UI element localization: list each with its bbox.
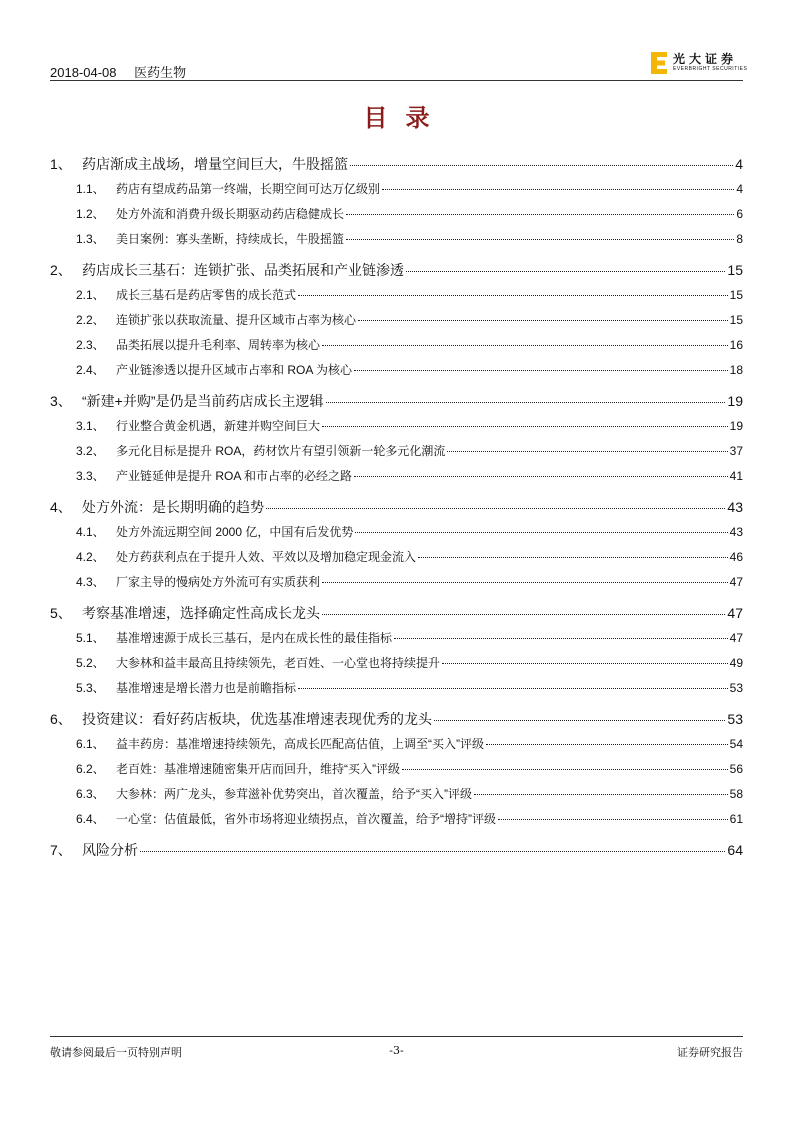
toc-subsection[interactable] [50,626,743,651]
toc-page-number: 15 [729,313,743,327]
toc-subsection[interactable] [50,782,743,807]
toc-dot-leader [354,370,728,371]
toc-dot-leader [298,295,728,296]
toc-dot-leader [355,532,727,533]
footer-disclaimer: 敬请参阅最后一页特别声明 [50,1046,182,1059]
toc-page-number: 4 [736,182,743,196]
toc-number: 5.2、 [76,656,105,670]
toc-page-number: 37 [729,444,743,458]
toc-page-number: 43 [729,525,743,539]
toc-title: 大参林和益丰最高且持续领先，老百姓、一心堂也将持续提升 [116,656,441,670]
toc-number: 1.2、 [76,207,105,221]
toc-title: 投资建议：看好药店板块，优选基准增速表现优秀的龙头 [82,711,432,727]
page-header [50,52,748,82]
toc-title: 产业链延伸是提升 ROA 和市占率的必经之路 [116,469,353,483]
toc-page-number: 15 [729,288,743,302]
toc-dot-leader [442,663,728,664]
everbright-logo [651,50,748,76]
toc-dot-leader [350,165,733,166]
toc-page-number: 41 [729,469,743,483]
toc-dot-leader [298,688,728,689]
toc-number: 5.1、 [76,631,105,645]
toc-title: 处方药获利点在于提升人效、平效以及增加稳定现金流入 [116,550,417,564]
toc-dot-leader [322,582,728,583]
toc-section[interactable] [50,707,743,732]
page-footer [50,1036,743,1066]
toc-title: 产业链渗透以提升区域市占率和 ROA 为核心 [116,363,353,377]
toc-page-number: 58 [729,787,743,801]
toc-number: 6.3、 [76,787,105,801]
toc-subsection[interactable] [50,358,743,383]
toc-subsection[interactable] [50,202,743,227]
toc-dot-leader [486,744,728,745]
toc-title: 药店渐成主战场，增量空间巨大，牛股摇篮 [82,156,348,172]
toc-title: 处方外流和消费升级长期驱动药店稳健成长 [116,207,345,221]
toc-title: 老百姓：基准增速随密集开店而回升，维持“买入”评级 [116,762,400,776]
toc-page-number: 4 [735,156,743,172]
toc-dot-leader [447,451,727,452]
toc-page-number: 61 [729,812,743,826]
toc-page-number: 64 [727,842,743,858]
toc-title: 品类拓展以提升毛利率、周转率为核心 [116,338,321,352]
toc-dot-leader [434,720,725,721]
toc-number: 1.3、 [76,232,105,246]
toc-dot-leader [346,239,734,240]
toc-subsection[interactable] [50,757,743,782]
toc-number: 3.2、 [76,444,105,458]
toc-title: 行业整合黄金机遇，新建并购空间巨大 [116,419,321,433]
toc-title: 风险分析 [82,842,138,858]
toc-number: 2、 [50,262,72,278]
toc-title: 美日案例：寡头垄断，持续成长，牛股摇篮 [116,232,345,246]
toc-dot-leader [498,819,728,820]
toc-subsection[interactable] [50,520,743,545]
toc-dot-leader [322,614,725,615]
toc-page-number: 53 [727,711,743,727]
toc-subsection[interactable] [50,283,743,308]
toc-subsection[interactable] [50,651,743,676]
toc-title: 大参林：两广龙头，参茸滋补优势突出，首次覆盖，给予“买入”评级 [116,787,472,801]
toc-subsection[interactable] [50,333,743,358]
toc-subsection[interactable] [50,807,743,832]
everbright-logo-icon [651,52,669,74]
toc-dot-leader [474,794,728,795]
toc-subsection[interactable] [50,570,743,595]
toc-dot-leader [382,189,734,190]
toc-title: 成长三基石是药店零售的成长范式 [116,288,297,302]
toc-number: 2.1、 [76,288,105,302]
toc-subsection[interactable] [50,676,743,701]
toc-subsection[interactable] [50,308,743,333]
toc-page-number: 16 [729,338,743,352]
toc-subsection[interactable] [50,464,743,489]
toc-page-number: 49 [729,656,743,670]
toc-number: 3.3、 [76,469,105,483]
toc-section[interactable] [50,152,743,177]
toc-subsection[interactable] [50,177,743,202]
toc-page-number: 6 [736,207,743,221]
toc-title: 处方外流远期空间 2000 亿，中国有后发优势 [116,525,354,539]
toc-page-number: 53 [729,681,743,695]
toc-subsection[interactable] [50,414,743,439]
toc-number: 6、 [50,711,72,727]
toc-section[interactable] [50,838,743,863]
toc-dot-leader [322,345,728,346]
toc-section[interactable] [50,389,743,414]
toc-number: 6.1、 [76,737,105,751]
toc-page-number: 47 [729,631,743,645]
toc-number: 5、 [50,605,72,621]
page-number: -3- [389,1044,404,1057]
toc-number: 2.4、 [76,363,105,377]
toc-subsection[interactable] [50,227,743,252]
footer-report-type: 证券研究报告 [677,1046,743,1059]
toc-title: 考察基准增速，选择确定性高成长龙头 [82,605,320,621]
toc-title: 多元化目标是提升 ROA，药材饮片有望引领新一轮多元化潮流 [116,444,446,458]
toc-title: 处方外流：是长期明确的趋势 [82,499,264,515]
toc-title: 药店有望成药品第一终端，长期空间可达万亿级别 [116,182,381,196]
toc-title: 连锁扩张以获取流量、提升区域市占率为核心 [116,313,357,327]
toc-title: 益丰药房：基准增速持续领先，高成长匹配高估值，上调至“买入”评级 [116,737,484,751]
toc-dot-leader [354,476,728,477]
header-rule [50,80,743,81]
toc-page-number: 15 [727,262,743,278]
toc-dot-leader [326,402,726,403]
toc-dot-leader [266,508,725,509]
toc-number: 3.1、 [76,419,105,433]
toc-number: 2.2、 [76,313,105,327]
logo-text-en: EVERBRIGHT SECURITIES [673,66,748,72]
toc-title: 厂家主导的慢病处方外流可有实质获利 [116,575,321,589]
toc-dot-leader [406,271,725,272]
toc-number: 4.1、 [76,525,105,539]
toc-page-number: 8 [736,232,743,246]
toc-page-number: 56 [729,762,743,776]
toc-dot-leader [418,557,728,558]
toc-dot-leader [394,638,728,639]
toc-page-number: 46 [729,550,743,564]
toc-page-number: 19 [729,419,743,433]
toc-page-number: 47 [727,605,743,621]
toc-section[interactable] [50,495,743,520]
toc-subsection[interactable] [50,545,743,570]
toc-dot-leader [140,851,725,852]
toc-number: 1.1、 [76,182,105,196]
toc-number: 1、 [50,156,72,172]
toc-title: 药店成长三基石：连锁扩张、品类拓展和产业链渗透 [82,262,404,278]
toc-number: 4.2、 [76,550,105,564]
footer-rule [50,1036,743,1037]
toc-dot-leader [322,426,728,427]
toc-page-number: 54 [729,737,743,751]
toc-number: 4、 [50,499,72,515]
toc-subsection[interactable] [50,439,743,464]
toc-number: 3、 [50,393,72,409]
toc-number: 6.2、 [76,762,105,776]
report-sector: 医药生物 [134,65,187,80]
toc-page-number: 18 [729,363,743,377]
toc-dot-leader [402,769,728,770]
report-date: 2018-04-08 [50,65,117,80]
toc-page-number: 43 [727,499,743,515]
toc-title: 基准增速源于成长三基石，是内在成长性的最佳指标 [116,631,393,645]
toc-page-number: 19 [727,393,743,409]
toc-dot-leader [346,214,734,215]
logo-text-cn: 光大证券 [673,52,738,66]
toc-number: 7、 [50,842,72,858]
toc-subsection[interactable] [50,732,743,757]
toc-dot-leader [358,320,728,321]
page-title: 目录 [363,103,448,132]
toc-title: 基准增速是增长潜力也是前瞻指标 [116,681,297,695]
toc-section[interactable] [50,258,743,283]
toc-title: 一心堂：估值最低，省外市场将迎业绩拐点，首次覆盖，给予“增持”评级 [116,812,496,826]
toc-title: “新建+并购”是仍是当前药店成长主逻辑 [82,393,324,409]
toc-number: 6.4、 [76,812,105,826]
toc-number: 5.3、 [76,681,105,695]
table-of-contents [50,150,743,863]
toc-number: 4.3、 [76,575,105,589]
toc-page-number: 47 [729,575,743,589]
toc-number: 2.3、 [76,338,105,352]
toc-section[interactable] [50,601,743,626]
